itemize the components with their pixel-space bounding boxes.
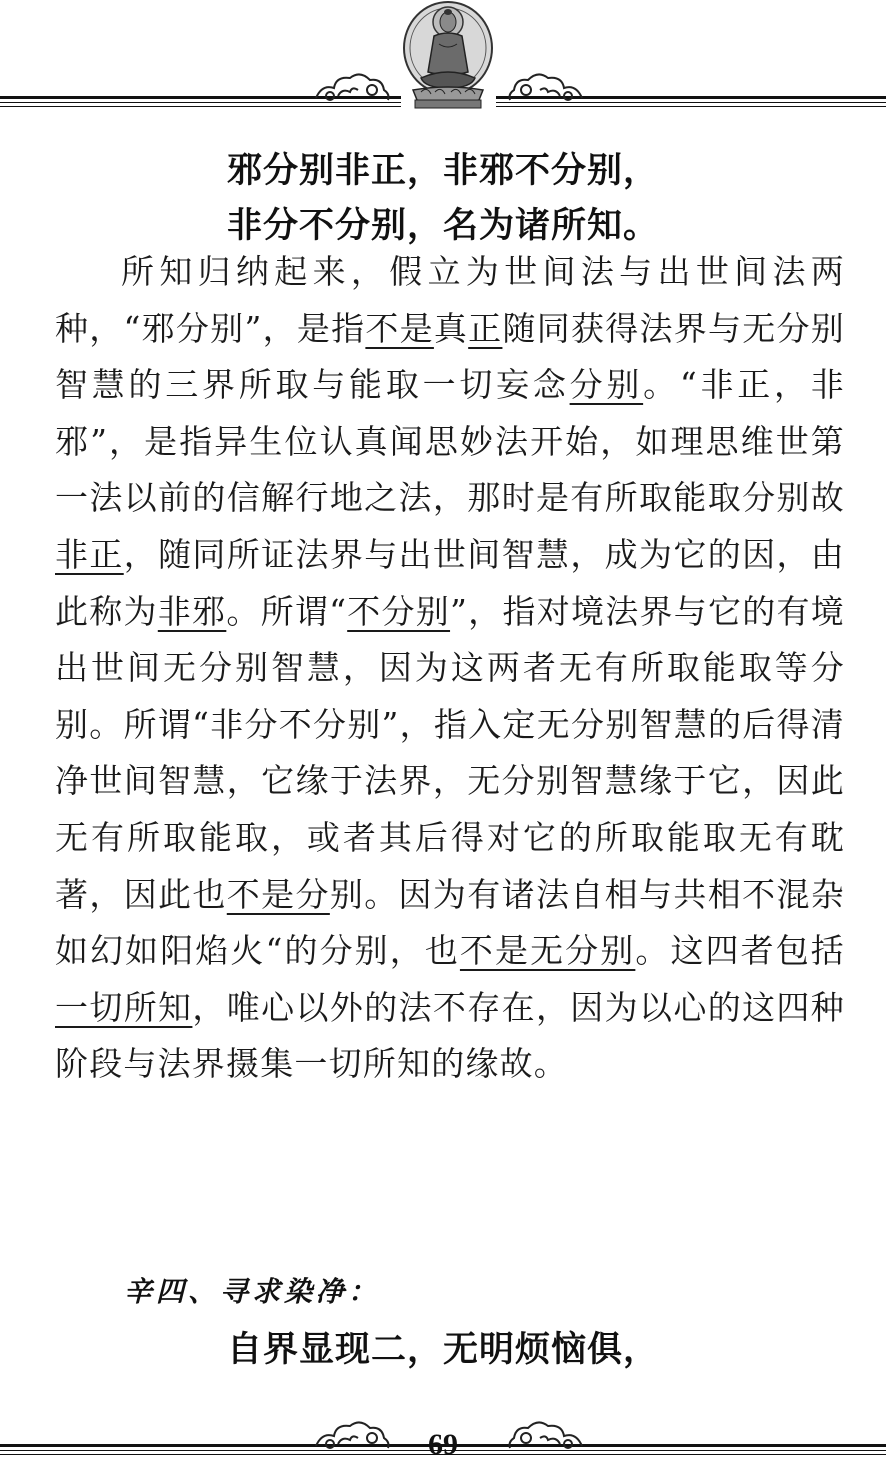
- underlined-run: 不是无分别: [459, 931, 636, 971]
- page-number: 69: [428, 1428, 458, 1461]
- text-run: 别。因为有诸法自相与共相不混杂如幻如阳焰火“的分别，也: [55, 874, 846, 971]
- underlined-run: 非正: [55, 534, 124, 574]
- buddha-seated-icon: [401, 0, 496, 112]
- text-run: 。“非正，非邪”，是指异生位认真闻思妙法开始，如理思维世第一法以前的信解行地之法，那时是有所取能取分别故: [55, 365, 845, 518]
- underlined-run: 不是: [365, 308, 434, 348]
- section-heading: 辛四、寻求染净：: [124, 1275, 381, 1308]
- underlined-run: 正: [468, 308, 503, 348]
- text-run: 。所谓“: [226, 591, 348, 631]
- underlined-run: 非邪: [157, 591, 227, 631]
- text-run: 。这四者包括: [635, 931, 845, 971]
- text-run: ”，指对境法界与它的有境出世间无分别智慧，因为这两者无有所取能取等分别。所谓“非分不分别”，指入定无分别智慧的后得清净世间智慧，它缘于法界，无分别智慧缘于它，因此无有所取能取，或者其后得对它的所取能取无有耽著，因此也: [55, 591, 845, 914]
- underlined-run: 不分别: [347, 591, 451, 631]
- text-run: ，随同所证法界与出世间智慧，成为它的因，由此称为: [55, 534, 846, 631]
- verse-line-3: 自界显现二，无明烦恼俱，: [226, 1330, 659, 1370]
- cloud-ornament-right-icon: [506, 66, 586, 106]
- underlined-run: 不是分: [226, 874, 330, 914]
- cloud-ornament-left-icon: [312, 66, 392, 106]
- text-run: ，唯心以外的法不存在，因为以心的这四种阶段与法界摄集一切所知的缘故。: [55, 987, 845, 1084]
- text-run: 随同获得法界与无分别智慧的三界所取与能取一切妄念: [55, 308, 845, 405]
- commentary-body: [55, 244, 845, 1093]
- underlined-run: 分别: [569, 365, 644, 405]
- text-run: 真: [433, 308, 469, 348]
- text-run: 所知归纳起来，假立为世间法与出世间法两种，“邪分别”，是指: [55, 252, 845, 348]
- commentary-paragraph: [55, 244, 845, 1093]
- verse-line-1: 邪分别非正，非邪不分别，: [226, 151, 659, 191]
- underlined-run: 一切所知: [55, 987, 193, 1027]
- verse-line-2: 非分不分别，名为诸所知。: [226, 206, 659, 246]
